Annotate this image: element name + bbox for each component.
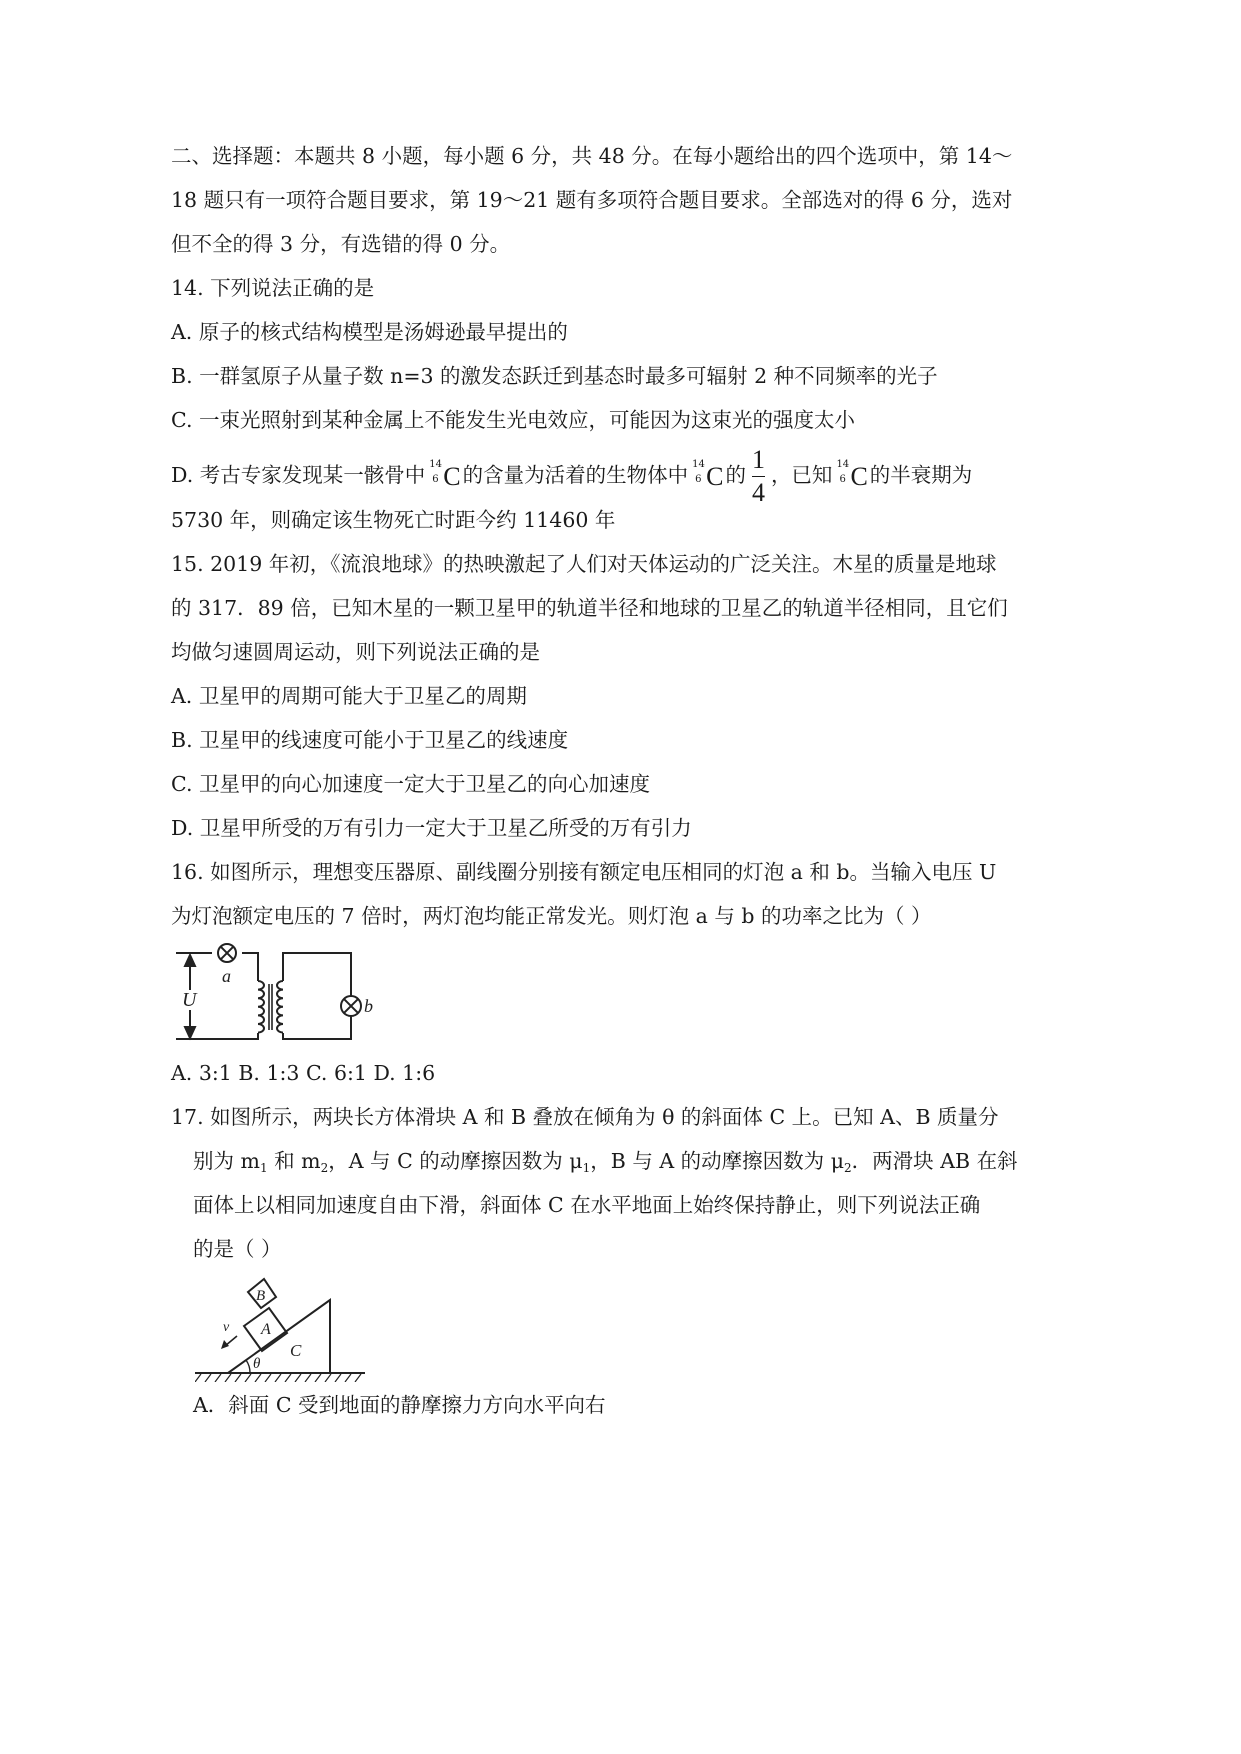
q15-stem-line-1: 15. 2019 年初，《流浪地球》的热映激起了人们对天体运动的广泛关注。木星的质量是地球	[171, 552, 997, 576]
label-A: A	[261, 1321, 271, 1338]
q17-option-a: A．斜面 C 受到地面的静摩擦力方向水平向右	[193, 1393, 606, 1417]
q14-option-b: B. 一群氢原子从量子数 n=3 的激发态跃迁到基态时最多可辐射 2 种不同频率的光子	[171, 364, 938, 388]
q14-option-d: D. 考古专家发现某一骸骨中 14 6 C的含量为活着的生物体中 14 6 C的 $\frac{1}{4}$ ，已知 14 6 C的半衰期为	[171, 445, 973, 507]
q16-stem-line-2: 为灯泡额定电压的 7 倍时，两灯泡均能正常发光。则灯泡 a 与 b 的功率之比为（ ）	[171, 904, 932, 928]
q16-options: A. 3:1 B. 1:3 C. 6:1 D. 1:6	[171, 1061, 436, 1085]
fraction-one-quarter: $\frac{1}{4}$	[751, 445, 765, 507]
q15-stem-line-2: 的 317．89 倍，已知木星的一颗卫星甲的轨道半径和地球的卫星乙的轨道半径相同，且它们	[171, 596, 1008, 620]
q14-d-text-2: 的含量为活着的生物体中	[462, 463, 689, 487]
section-header-line-1: 二、选择题：本题共 8 小题，每小题 6 分，共 48 分。在每小题给出的四个选项中，第 14～	[171, 144, 1013, 168]
q17-stem-line-3: 面体上以相同加速度自由下滑，斜面体 C 在水平地面上始终保持静止，则下列说法正确	[193, 1193, 981, 1217]
q15-option-d: D. 卫星甲所受的万有引力一定大于卫星乙所受的万有引力	[171, 816, 692, 840]
q14-d-text-5: 的半衰期为	[869, 463, 973, 487]
section-header-line-2: 18 题只有一项符合题目要求，第 19～21 题有多项符合题目要求。全部选对的得 6 分，选对	[171, 188, 1013, 212]
label-b: b	[364, 996, 373, 1016]
label-v: v	[223, 1320, 230, 1335]
q14-stem: 14. 下列说法正确的是	[171, 276, 375, 300]
q15-option-c: C. 卫星甲的向心加速度一定大于卫星乙的向心加速度	[171, 772, 650, 796]
isotope-c14-3: 14 6	[836, 459, 850, 485]
label-C: C	[290, 1341, 302, 1360]
section-header-line-3: 但不全的得 3 分，有选错的得 0 分。	[171, 232, 511, 256]
q14-d-text-3: 的	[725, 463, 746, 487]
isotope-c14-1: 14 6	[429, 459, 442, 485]
transformer-circuit-diagram	[172, 938, 392, 1048]
q17-stem-line-2: 别为 $m_1$ 和 $m_2$，A 与 C 的动摩擦因数为 $\mu_1$，B 与 A 的动摩擦因数为 $\mu_2$．两滑块 AB 在斜	[193, 1149, 1018, 1175]
q17-stem-line-4: 的是（ ）	[193, 1237, 282, 1261]
incline-blocks-diagram	[195, 1270, 365, 1382]
q17-stem-line-1: 17. 如图所示，两块长方体滑块 A 和 B 叠放在倾角为 θ 的斜面体 C 上。已知 A、B 质量分	[171, 1105, 999, 1129]
q14-option-c: C. 一束光照射到某种金属上不能发生光电效应，可能因为这束光的强度太小	[171, 408, 855, 432]
label-a: a	[222, 966, 231, 986]
q15-option-b: B. 卫星甲的线速度可能小于卫星乙的线速度	[171, 728, 569, 752]
q15-stem-line-3: 均做匀速圆周运动，则下列说法正确的是	[171, 640, 540, 664]
q16-stem-line-1: 16. 如图所示，理想变压器原、副线圈分别接有额定电压相同的灯泡 a 和 b。当输入电压 U	[171, 860, 997, 884]
label-U: U	[182, 989, 197, 1011]
q14-option-d-line-2: 5730 年，则确定该生物死亡时距今约 11460 年	[171, 508, 616, 532]
q14-option-a: A. 原子的核式结构模型是汤姆逊最早提出的	[171, 320, 568, 344]
isotope-c14-2: 14 6	[692, 459, 705, 485]
q14-d-text-1: D. 考古专家发现某一骸骨中	[171, 463, 426, 487]
label-B: B	[256, 1288, 266, 1304]
q14-d-text-4: ，已知	[770, 463, 833, 487]
q15-option-a: A. 卫星甲的周期可能大于卫星乙的周期	[171, 684, 527, 708]
label-theta: θ	[253, 1356, 261, 1372]
